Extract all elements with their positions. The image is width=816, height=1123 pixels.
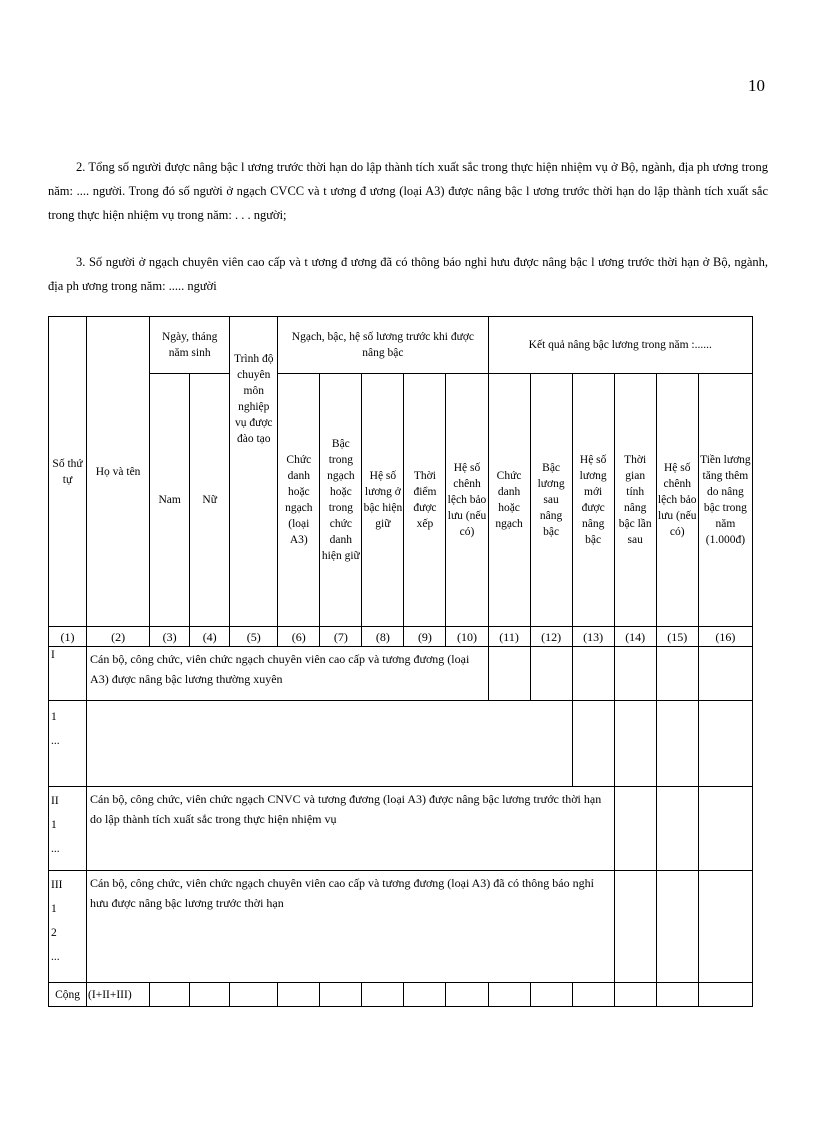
item-number: 1 bbox=[51, 903, 57, 915]
index-cell: (3) bbox=[150, 627, 190, 647]
paragraph-2: 2. Tổng số người được nâng bậc l ương trước thời hạn do lập thành tích xuất sắc trong thực hiện nhiệm vụ ở Bộ, ngành, địa ph ương trong năm: .... người. Trong đó số người ở ngạch CVCC và t ương đ ương (loại A3) được nâng bậc l ương trước thời hạn do lập thành tích xuất sắc trong thực hiện nhiệm vụ trong năm: . . . người; bbox=[48, 159, 768, 222]
empty-cell bbox=[656, 647, 698, 701]
empty-cell bbox=[150, 983, 190, 1007]
header-before-coef: Hệ số lương ở bậc hiện giữ bbox=[362, 374, 404, 627]
header-row-2 bbox=[49, 374, 753, 627]
header-before-time: Thời điểm được xếp bbox=[404, 374, 446, 627]
header-before-title: Chức danh hoặc ngạch (loại A3) bbox=[278, 374, 320, 627]
empty-cell bbox=[656, 787, 698, 871]
header-res-next: Thời gian tính nâng bậc lần sau bbox=[614, 374, 656, 627]
index-cell: (5) bbox=[230, 627, 278, 647]
item-number: ... bbox=[51, 735, 60, 747]
section-2-number: II bbox=[51, 795, 59, 807]
header-res-title: Chức danh hoặc ngạch bbox=[488, 374, 530, 627]
header-edu: Trình độ chuyên môn nghiệp vụ được đào tạo bbox=[230, 317, 278, 627]
empty-cell bbox=[362, 983, 404, 1007]
empty-cell bbox=[488, 647, 530, 701]
empty-cell bbox=[614, 871, 656, 983]
empty-cell bbox=[572, 983, 614, 1007]
section-3-title: Cán bộ, công chức, viên chức ngạch chuyên viên cao cấp và tương đương (loại A3) đã có thông báo nghỉ hưu được nâng bậc lương trước thời hạn bbox=[87, 871, 615, 983]
header-name: Họ và tên bbox=[87, 317, 150, 627]
header-birth-group: Ngày, tháng năm sinh bbox=[150, 317, 230, 374]
header-before-grade: Bậc trong ngạch hoặc trong chức danh hiện giữ bbox=[320, 374, 362, 627]
empty-cell bbox=[572, 647, 614, 701]
empty-cell bbox=[87, 701, 573, 787]
header-stt: Số thứ tự bbox=[49, 317, 87, 627]
section-3-numbers bbox=[49, 871, 87, 983]
index-cell: (2) bbox=[87, 627, 150, 647]
header-before-group: Ngạch, bậc, hệ số lương trước khi được nâng bậc bbox=[278, 317, 488, 374]
total-formula: (I+II+III) bbox=[87, 983, 150, 1007]
header-res-coef: Hệ số lương mới được nâng bậc bbox=[572, 374, 614, 627]
header-male: Nam bbox=[150, 374, 190, 627]
section-1-items bbox=[49, 701, 753, 787]
empty-cell bbox=[572, 701, 614, 787]
index-cell: (10) bbox=[446, 627, 488, 647]
empty-cell bbox=[698, 701, 752, 787]
empty-cell bbox=[614, 787, 656, 871]
empty-cell bbox=[656, 983, 698, 1007]
empty-cell bbox=[190, 983, 230, 1007]
index-cell: (4) bbox=[190, 627, 230, 647]
index-row bbox=[49, 627, 753, 647]
report-table bbox=[48, 316, 753, 1007]
paragraph-3: 3. Số người ở ngạch chuyên viên cao cấp và t ương đ ương đã có thông báo nghỉ hưu được nâng bậc l ương trước thời hạn ở Bộ, ngành, địa ph ương trong năm: ..... người bbox=[48, 254, 768, 293]
empty-cell bbox=[614, 647, 656, 701]
empty-cell bbox=[614, 701, 656, 787]
empty-cell bbox=[488, 983, 530, 1007]
header-res-grade: Bậc lương sau nâng bậc bbox=[530, 374, 572, 627]
empty-cell bbox=[230, 983, 278, 1007]
index-cell: (11) bbox=[488, 627, 530, 647]
empty-cell bbox=[404, 983, 446, 1007]
header-row-1 bbox=[49, 317, 753, 374]
empty-cell bbox=[530, 983, 572, 1007]
index-cell: (12) bbox=[530, 627, 572, 647]
page-number: 10 bbox=[748, 76, 765, 95]
index-cell: (13) bbox=[572, 627, 614, 647]
section-3-row bbox=[49, 871, 753, 983]
index-cell: (14) bbox=[614, 627, 656, 647]
header-res-increase: Tiền lương tăng thêm do nâng bậc trong năm (1.000đ) bbox=[698, 374, 752, 627]
header-female: Nữ bbox=[190, 374, 230, 627]
empty-cell bbox=[698, 647, 752, 701]
item-number: ... bbox=[51, 951, 60, 963]
index-cell: (1) bbox=[49, 627, 87, 647]
total-label: Cộng bbox=[49, 983, 87, 1007]
section-2-numbers bbox=[49, 787, 87, 871]
item-number: ... bbox=[51, 843, 60, 855]
index-cell: (8) bbox=[362, 627, 404, 647]
empty-cell bbox=[614, 983, 656, 1007]
empty-cell bbox=[320, 983, 362, 1007]
empty-cell bbox=[698, 787, 752, 871]
total-row bbox=[49, 983, 753, 1007]
empty-cell bbox=[656, 871, 698, 983]
section-1-row bbox=[49, 647, 753, 701]
section-2-title: Cán bộ, công chức, viên chức ngạch CNVC và tương đương (loại A3) được nâng bậc lương trước thời hạn do lập thành tích xuất sắc trong thực hiện nhiệm vụ bbox=[87, 787, 615, 871]
index-cell: (16) bbox=[698, 627, 752, 647]
empty-cell bbox=[278, 983, 320, 1007]
index-cell: (6) bbox=[278, 627, 320, 647]
section-1-item-numbers bbox=[49, 701, 87, 787]
item-number: 1 bbox=[51, 711, 57, 723]
empty-cell bbox=[656, 701, 698, 787]
header-res-diff: Hệ số chênh lệch bảo lưu (nếu có) bbox=[656, 374, 698, 627]
header-result-group: Kết quả nâng bậc lương trong năm :...... bbox=[488, 317, 752, 374]
item-number: 1 bbox=[51, 819, 57, 831]
index-cell: (7) bbox=[320, 627, 362, 647]
empty-cell bbox=[446, 983, 488, 1007]
item-number: 2 bbox=[51, 927, 57, 939]
section-1-number: I bbox=[49, 647, 87, 701]
section-1-title: Cán bộ, công chức, viên chức ngạch chuyên viên cao cấp và tương đương (loại A3) được nâng bậc lương thường xuyên bbox=[87, 647, 488, 701]
empty-cell bbox=[530, 647, 572, 701]
header-before-diff: Hệ số chênh lệch bảo lưu (nếu có) bbox=[446, 374, 488, 627]
index-cell: (15) bbox=[656, 627, 698, 647]
empty-cell bbox=[698, 983, 752, 1007]
section-2-row bbox=[49, 787, 753, 871]
empty-cell bbox=[698, 871, 752, 983]
section-3-number: III bbox=[51, 879, 63, 891]
index-cell: (9) bbox=[404, 627, 446, 647]
